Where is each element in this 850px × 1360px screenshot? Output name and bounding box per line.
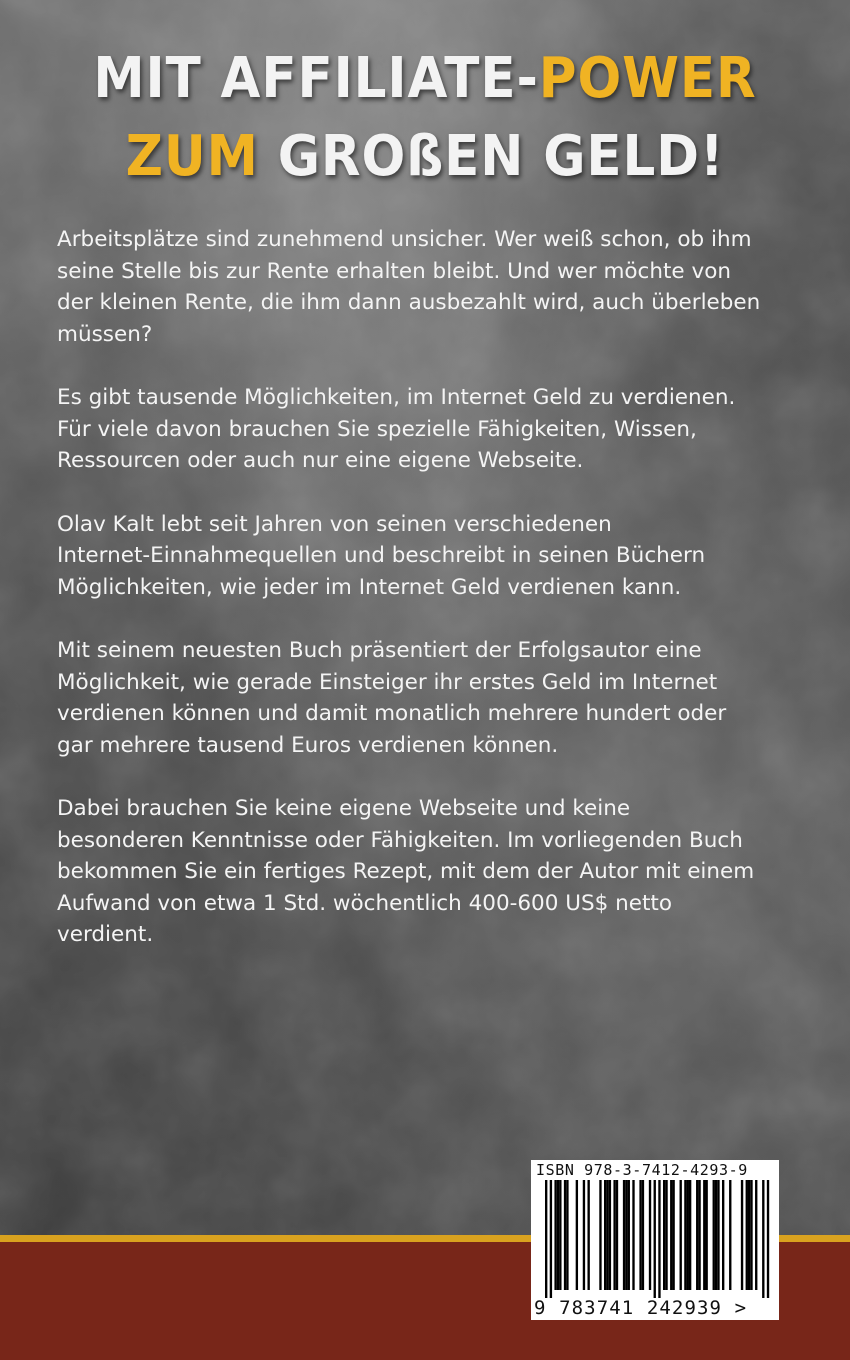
barcode-bar (696, 1180, 698, 1290)
barcode-bar (746, 1180, 748, 1290)
barcode-bar (564, 1180, 566, 1290)
barcode-bar (755, 1180, 757, 1290)
barcode-bar (566, 1180, 568, 1290)
barcode-bar (576, 1180, 578, 1290)
barcode-bar (639, 1180, 641, 1290)
barcode-bar (670, 1180, 672, 1290)
barcode-bar (654, 1180, 656, 1298)
blurb-paragraph: Olav Kalt lebt seit Jahren von seinen verschiedenen Internet-Einnahmequellen und beschreibt in seinen Büchern Möglichkeiten, wie jeder im Internet Geld verdienen kann. (57, 511, 706, 600)
barcode-bar (713, 1180, 715, 1290)
barcode-bar (604, 1180, 606, 1290)
barcode-bars (535, 1180, 775, 1298)
barcode-bar (687, 1180, 689, 1290)
barcode-bar (557, 1180, 559, 1290)
barcode-bar (762, 1180, 764, 1298)
barcode-bar (628, 1180, 630, 1290)
barcode-bar (606, 1180, 608, 1290)
barcode-bar (559, 1180, 561, 1290)
barcode-bar (722, 1180, 724, 1290)
headline-line-1 (34, 40, 816, 118)
barcode-bar (689, 1180, 691, 1290)
barcode-bar (587, 1180, 589, 1290)
headline-text-white: MIT AFFILIATE- (93, 46, 539, 111)
barcode-bar (583, 1180, 585, 1290)
isbn-label: ISBN 978-3-7412-4293-9 (536, 1161, 748, 1179)
barcode-bar (623, 1180, 625, 1290)
blurb-paragraph: Dabei brauchen Sie keine eigene Webseite und keine besonderen Kenntnisse oder Fähigkeiten. Im vorliegenden Buch bekommen Sie ein fertiges Rezept, mit dem der Autor mit einem Aufwand von etwa 1 Std. wöchentlich 400-600 US$ netto verdient. (57, 796, 755, 947)
barcode-bar (705, 1180, 707, 1290)
headline-text-white: GROßEN GELD! (258, 124, 725, 189)
barcode-bar (649, 1180, 651, 1290)
barcode-bar (717, 1180, 719, 1290)
barcode-bar (715, 1180, 717, 1290)
barcode-bar (748, 1180, 750, 1290)
barcode-bar (684, 1180, 686, 1290)
barcode-bar (658, 1180, 660, 1298)
barcode-bar (642, 1180, 644, 1290)
barcode-bar (613, 1180, 615, 1290)
barcode-bar (625, 1180, 627, 1290)
blurb-paragraph: Es gibt tausende Möglichkeiten, im Internet Geld zu verdienen. Für viele davon brauchen Sie spezielle Fähigkeiten, Wissen, Ressourcen oder auch nur eine eigene Webseite. (57, 385, 736, 473)
barcode-bar (665, 1180, 667, 1290)
barcode-bar (703, 1180, 705, 1290)
barcode-bar (599, 1180, 601, 1290)
barcode-bar (550, 1180, 552, 1298)
barcode-bar (663, 1180, 665, 1290)
barcode-bar (616, 1180, 618, 1290)
headline-text-accent: POWER (538, 46, 757, 111)
barcode-bar (680, 1180, 682, 1290)
barcode-bar (672, 1180, 674, 1290)
barcode-bar (750, 1180, 752, 1290)
barcode-bar (632, 1180, 634, 1290)
barcode-bar (729, 1180, 731, 1290)
barcode-bar (767, 1180, 769, 1298)
headline-line-2 (34, 118, 816, 196)
barcode-bar (609, 1180, 611, 1290)
barcode-bar (741, 1180, 743, 1290)
barcode-digits: 9 783741 242939 > (534, 1297, 748, 1319)
headline-text-accent: ZUM (125, 124, 259, 189)
barcode-bar (554, 1180, 556, 1290)
blurb-paragraph: Arbeitsplätze sind zunehmend unsicher. Wer weiß schon, ob ihm seine Stelle bis zur Rente erhalten bleibt. Und wer möchte von der kleinen Rente, die ihm dann ausbezahlt wird, auch überleben müssen? (57, 227, 761, 347)
blurb-paragraph: Mit seinem neuesten Buch präsentiert der Erfolgsautor eine Möglichkeit, wie gerade Einsteiger ihr erstes Geld im Internet verdienen können und damit monatlich mehrere hundert oder gar mehrere tausend Euros verdienen können. (57, 638, 727, 758)
barcode-bar (545, 1180, 547, 1298)
headline (34, 40, 816, 196)
isbn-barcode (531, 1160, 779, 1320)
barcode-bar (698, 1180, 700, 1290)
blurb (57, 224, 807, 983)
